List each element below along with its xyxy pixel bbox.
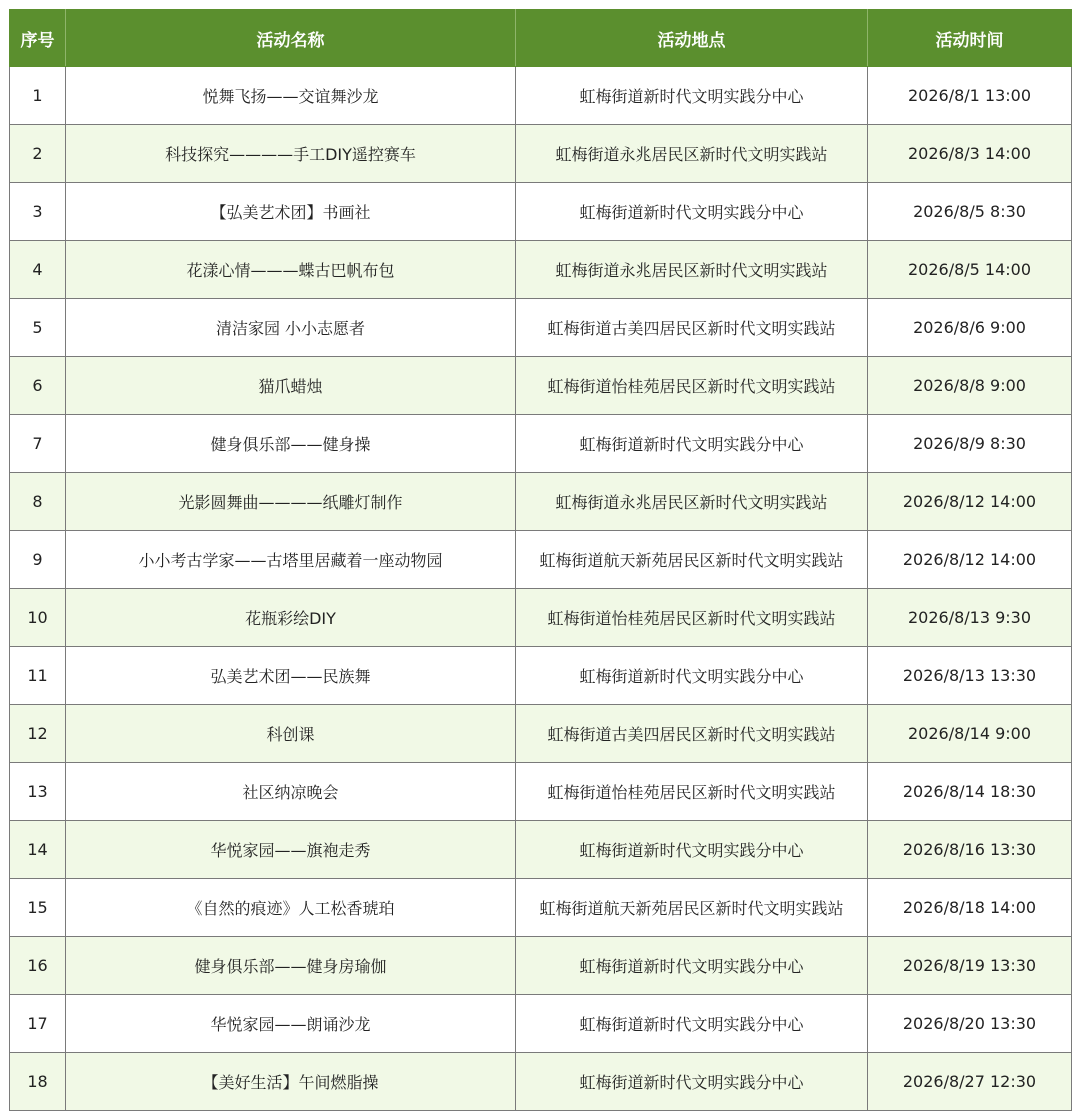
cell-index: 5 (10, 299, 66, 357)
cell-activity-name: 弘美艺术团——民族舞 (66, 647, 516, 705)
header-row (10, 10, 1072, 67)
header-activity-name: 活动名称 (66, 10, 516, 67)
cell-activity-name: 科创课 (66, 705, 516, 763)
header-activity-location: 活动地点 (516, 10, 868, 67)
cell-index: 4 (10, 241, 66, 299)
cell-activity-location: 虹梅街道新时代文明实践分中心 (516, 415, 868, 473)
cell-activity-location: 虹梅街道新时代文明实践分中心 (516, 183, 868, 241)
cell-activity-time: 2026/8/1 13:00 (868, 67, 1072, 125)
cell-activity-time: 2026/8/19 13:30 (868, 937, 1072, 995)
cell-activity-name: 《自然的痕迹》人工松香琥珀 (66, 879, 516, 937)
table-row (10, 1053, 1072, 1111)
table-row (10, 821, 1072, 879)
cell-activity-time: 2026/8/9 8:30 (868, 415, 1072, 473)
table-row (10, 67, 1072, 125)
table-row (10, 473, 1072, 531)
cell-activity-location: 虹梅街道怡桂苑居民区新时代文明实践站 (516, 763, 868, 821)
cell-activity-name: 华悦家园——旗袍走秀 (66, 821, 516, 879)
cell-activity-location: 虹梅街道怡桂苑居民区新时代文明实践站 (516, 357, 868, 415)
cell-activity-time: 2026/8/8 9:00 (868, 357, 1072, 415)
cell-activity-name: 清洁家园 小小志愿者 (66, 299, 516, 357)
cell-index: 14 (10, 821, 66, 879)
cell-index: 17 (10, 995, 66, 1053)
table-row (10, 589, 1072, 647)
cell-index: 11 (10, 647, 66, 705)
table-row (10, 125, 1072, 183)
cell-activity-time: 2026/8/16 13:30 (868, 821, 1072, 879)
cell-activity-time: 2026/8/18 14:00 (868, 879, 1072, 937)
cell-activity-location: 虹梅街道永兆居民区新时代文明实践站 (516, 125, 868, 183)
cell-index: 16 (10, 937, 66, 995)
cell-activity-name: 健身俱乐部——健身操 (66, 415, 516, 473)
table-row (10, 357, 1072, 415)
table-row (10, 763, 1072, 821)
cell-activity-name: 【美好生活】午间燃脂操 (66, 1053, 516, 1111)
cell-activity-time: 2026/8/20 13:30 (868, 995, 1072, 1053)
table-row (10, 995, 1072, 1053)
cell-activity-name: 华悦家园——朗诵沙龙 (66, 995, 516, 1053)
cell-index: 10 (10, 589, 66, 647)
cell-activity-location: 虹梅街道古美四居民区新时代文明实践站 (516, 705, 868, 763)
cell-activity-name: 花瓶彩绘DIY (66, 589, 516, 647)
cell-activity-name: 科技探究————手工DIY遥控赛车 (66, 125, 516, 183)
cell-activity-name: 健身俱乐部——健身房瑜伽 (66, 937, 516, 995)
cell-activity-location: 虹梅街道新时代文明实践分中心 (516, 1053, 868, 1111)
cell-activity-name: 【弘美艺术团】书画社 (66, 183, 516, 241)
cell-index: 6 (10, 357, 66, 415)
table-row (10, 879, 1072, 937)
table-row (10, 241, 1072, 299)
cell-index: 7 (10, 415, 66, 473)
cell-index: 2 (10, 125, 66, 183)
cell-index: 9 (10, 531, 66, 589)
cell-activity-name: 小小考古学家——古塔里居藏着一座动物园 (66, 531, 516, 589)
activity-schedule-table-container (9, 9, 1071, 1111)
cell-index: 8 (10, 473, 66, 531)
cell-activity-time: 2026/8/12 14:00 (868, 473, 1072, 531)
cell-activity-time: 2026/8/5 8:30 (868, 183, 1072, 241)
cell-activity-location: 虹梅街道永兆居民区新时代文明实践站 (516, 473, 868, 531)
cell-activity-location: 虹梅街道永兆居民区新时代文明实践站 (516, 241, 868, 299)
cell-activity-location: 虹梅街道航天新苑居民区新时代文明实践站 (516, 879, 868, 937)
cell-activity-name: 猫爪蜡烛 (66, 357, 516, 415)
table-row (10, 299, 1072, 357)
cell-index: 15 (10, 879, 66, 937)
cell-activity-name: 花漾心情———蝶古巴帆布包 (66, 241, 516, 299)
cell-activity-name: 悦舞飞扬——交谊舞沙龙 (66, 67, 516, 125)
cell-activity-name: 光影圆舞曲————纸雕灯制作 (66, 473, 516, 531)
cell-activity-time: 2026/8/27 12:30 (868, 1053, 1072, 1111)
cell-activity-time: 2026/8/13 13:30 (868, 647, 1072, 705)
cell-activity-location: 虹梅街道航天新苑居民区新时代文明实践站 (516, 531, 868, 589)
table-row (10, 183, 1072, 241)
cell-index: 18 (10, 1053, 66, 1111)
cell-activity-location: 虹梅街道新时代文明实践分中心 (516, 995, 868, 1053)
header-index: 序号 (10, 10, 66, 67)
cell-activity-time: 2026/8/6 9:00 (868, 299, 1072, 357)
table-header (10, 10, 1072, 67)
table-row (10, 647, 1072, 705)
cell-activity-location: 虹梅街道怡桂苑居民区新时代文明实践站 (516, 589, 868, 647)
activity-schedule-table (9, 9, 1072, 1111)
table-row (10, 415, 1072, 473)
cell-index: 13 (10, 763, 66, 821)
cell-activity-time: 2026/8/14 9:00 (868, 705, 1072, 763)
table-row (10, 705, 1072, 763)
cell-activity-location: 虹梅街道新时代文明实践分中心 (516, 67, 868, 125)
cell-activity-time: 2026/8/12 14:00 (868, 531, 1072, 589)
cell-activity-location: 虹梅街道新时代文明实践分中心 (516, 821, 868, 879)
cell-activity-time: 2026/8/3 14:00 (868, 125, 1072, 183)
cell-index: 3 (10, 183, 66, 241)
cell-index: 1 (10, 67, 66, 125)
cell-activity-time: 2026/8/14 18:30 (868, 763, 1072, 821)
cell-activity-time: 2026/8/13 9:30 (868, 589, 1072, 647)
cell-activity-location: 虹梅街道新时代文明实践分中心 (516, 937, 868, 995)
cell-activity-location: 虹梅街道新时代文明实践分中心 (516, 647, 868, 705)
cell-activity-location: 虹梅街道古美四居民区新时代文明实践站 (516, 299, 868, 357)
table-body (10, 67, 1072, 1111)
cell-index: 12 (10, 705, 66, 763)
header-activity-time: 活动时间 (868, 10, 1072, 67)
cell-activity-time: 2026/8/5 14:00 (868, 241, 1072, 299)
table-row (10, 531, 1072, 589)
cell-activity-name: 社区纳凉晚会 (66, 763, 516, 821)
table-row (10, 937, 1072, 995)
